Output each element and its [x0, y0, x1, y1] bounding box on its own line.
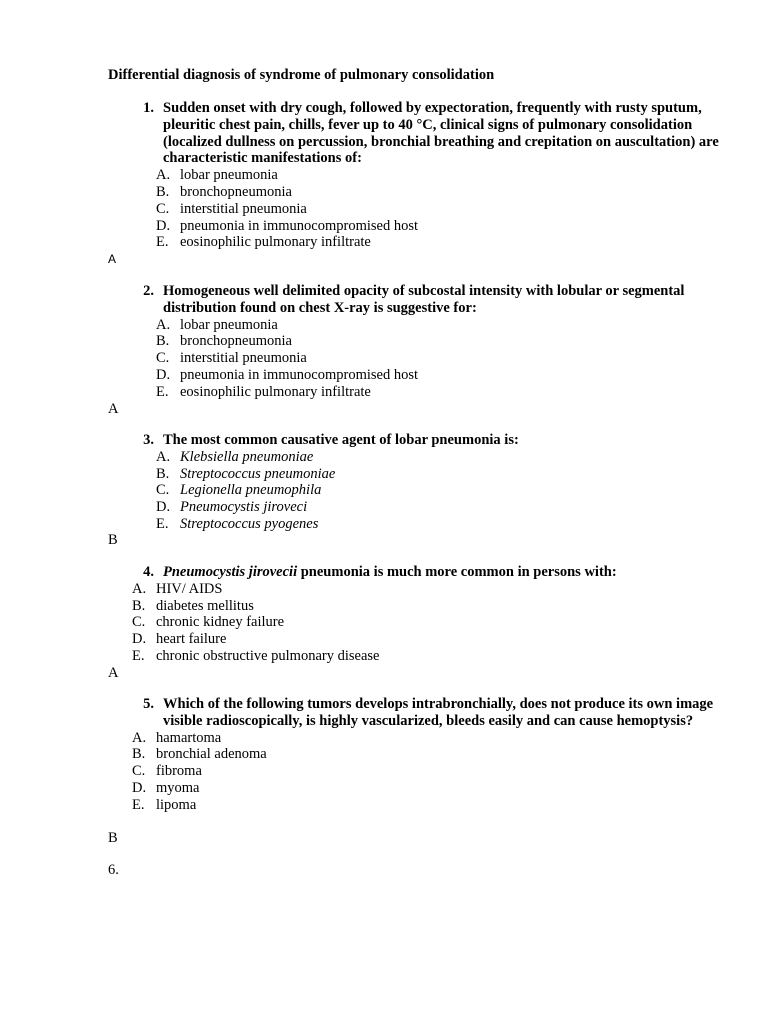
option-d: D. pneumonia in immunocompromised host	[156, 217, 419, 234]
question-4	[108, 564, 720, 665]
option-e: E. lipoma	[132, 796, 197, 813]
option-list	[108, 730, 720, 814]
question-number: 4.	[143, 564, 154, 580]
option-list	[108, 167, 720, 251]
option-c: C. interstitial pneumonia	[156, 200, 307, 217]
option-e: E. Streptococcus pyogenes	[156, 515, 319, 532]
question-text: Which of the following tumors develops intrabronchially, does not produce its own image visible radioscopically, is highly vascularized, bleeds easily and can cause hemoptysis?	[163, 696, 714, 729]
option-b: B. bronchopneumonia	[156, 183, 292, 200]
question-text: Sudden onset with dry cough, followed by expectoration, frequently with rusty sputum, pleuritic chest pain, chills, fever up to 40 °C, clinical signs of pulmonary consolidation (localized dullness on percussion, bronchial breathing and crepitation on auscultation) are characteristic manifestations of:	[163, 100, 719, 167]
option-c: C. interstitial pneumonia	[156, 350, 307, 367]
option-e: E. eosinophilic pulmonary infiltrate	[156, 234, 371, 251]
question-number: 1.	[143, 100, 154, 116]
answer-5: B	[108, 830, 118, 846]
option-b: B. bronchopneumonia	[156, 333, 292, 350]
question-2	[108, 283, 720, 401]
option-a: A. lobar pneumonia	[156, 316, 278, 333]
question-1	[108, 100, 720, 251]
option-a: A. hamartoma	[132, 729, 222, 746]
option-list	[108, 581, 720, 665]
option-e: E. eosinophilic pulmonary infiltrate	[156, 383, 371, 400]
option-a: A. lobar pneumonia	[156, 167, 278, 184]
option-b: B. Streptococcus pneumoniae	[156, 465, 336, 482]
option-c: C. chronic kidney failure	[132, 614, 285, 631]
answer-2: A	[108, 401, 119, 417]
option-c: C. Legionella pneumophila	[156, 482, 322, 499]
question-number: 3.	[143, 432, 154, 448]
question-number: 2.	[143, 283, 154, 299]
question-3	[108, 432, 720, 533]
question-number: 5.	[143, 696, 154, 712]
option-b: B. bronchial adenoma	[132, 746, 267, 763]
answer-3: B	[108, 532, 118, 548]
option-b: B. diabetes mellitus	[132, 597, 254, 614]
option-c: C. fibroma	[132, 763, 202, 780]
option-d: D. Pneumocystis jiroveci	[156, 499, 308, 516]
question-text: Pneumocystis jirovecii pneumonia is much more common in persons with:	[163, 564, 617, 580]
answer-4: A	[108, 665, 119, 681]
organism-name: Pneumocystis jirovecii	[163, 564, 298, 580]
option-a: A. HIV/ AIDS	[132, 580, 223, 597]
option-e: E. chronic obstructive pulmonary disease	[132, 647, 380, 664]
document-title: Differential diagnosis of syndrome of pulmonary consolidation	[108, 67, 495, 83]
option-d: D. heart failure	[132, 631, 227, 648]
option-a: A. Klebsiella pneumoniae	[156, 448, 314, 465]
option-d: D. myoma	[132, 779, 200, 796]
question-5	[108, 696, 720, 814]
answer-1: A	[108, 252, 117, 266]
option-list	[108, 317, 720, 401]
question-text: The most common causative agent of lobar pneumonia is:	[163, 432, 519, 448]
question-6-number: 6.	[108, 862, 119, 878]
option-d: D. pneumonia in immunocompromised host	[156, 366, 419, 383]
option-list	[108, 449, 720, 533]
question-text: Homogeneous well delimited opacity of subcostal intensity with lobular or segmental distribution found on chest X-ray is suggestive for:	[163, 283, 685, 316]
